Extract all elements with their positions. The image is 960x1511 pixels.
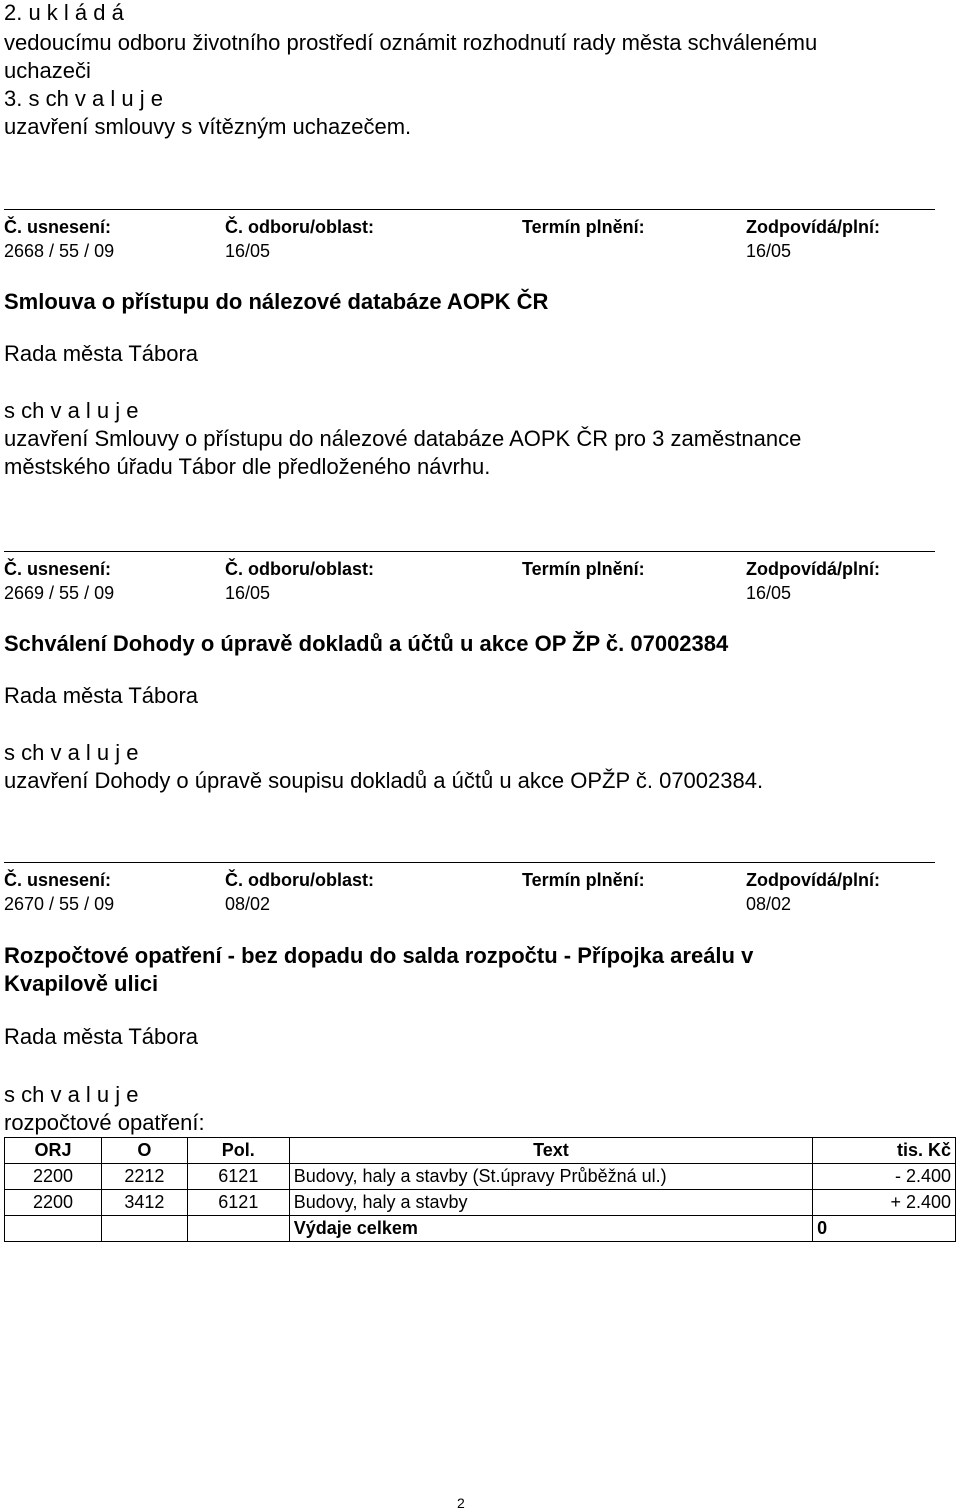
department-value: 16/05 [225,583,271,603]
header-zodpovida: Zodpovídá/plní: [746,217,880,237]
header-usneseni: Č. usnesení: [4,217,112,237]
table-row [5,1164,956,1190]
resolution-text: uzavření Smlouvy o přístupu do nálezové databáze AOPK ČR pro 3 zaměstnance [4,426,802,451]
cell-o: 3412 [101,1190,187,1216]
table-row [5,1190,956,1216]
table-header-row [5,1138,956,1164]
header-termin: Termín plnění: [522,559,645,579]
header-zodpovida: Zodpovídá/plní: [746,870,880,890]
item-3-text: uzavření smlouvy s vítězným uchazečem. [4,114,412,139]
resolution-text: rozpočtové opatření: [4,1110,205,1135]
col-header-text: Text [289,1138,812,1164]
section-title: Rozpočtové opatření - bez dopadu do salda rozpočtu - Přípojka areálu v [4,943,754,968]
header-odbor: Č. odboru/oblast: [225,559,374,579]
council-name: Rada města Tábora [4,1024,199,1049]
department-value: 08/02 [225,894,271,914]
council-name: Rada města Tábora [4,683,199,708]
resolution-number: 2669 / 55 / 09 [4,583,115,603]
cell-total-label: Výdaje celkem [289,1216,812,1242]
cell-text: Budovy, haly a stavby (St.úpravy Průběžná ul.) [289,1164,812,1190]
cell-o: 2212 [101,1164,187,1190]
resolution-verb: s ch v a l u j e [4,398,139,423]
resolution-text: městského úřadu Tábor dle předloženého návrhu. [4,454,491,479]
cell-amount: - 2.400 [813,1164,956,1190]
section-title: Schválení Dohody o úpravě dokladů a účtů u akce OP ŽP č. 07002384 [4,631,729,656]
resolution-number: 2670 / 55 / 09 [4,894,115,914]
section-divider [4,551,935,552]
resolution-verb: s ch v a l u j e [4,1082,139,1107]
col-header-amount: tis. Kč [813,1138,956,1164]
header-zodpovida: Zodpovídá/plní: [746,559,880,579]
item-2-text: vedoucímu odboru životního prostředí oznámit rozhodnutí rady města schválenému [4,30,818,55]
section-divider [4,862,935,863]
cell-o [101,1216,187,1242]
header-usneseni: Č. usnesení: [4,870,112,890]
header-termin: Termín plnění: [522,870,645,890]
cell-orj: 2200 [5,1164,102,1190]
section-title-cont: Kvapilově ulici [4,971,159,996]
section-title: Smlouva o přístupu do nálezové databáze AOPK ČR [4,289,549,314]
header-usneseni: Č. usnesení: [4,559,112,579]
resolution-number: 2668 / 55 / 09 [4,241,115,261]
col-header-pol: Pol. [187,1138,289,1164]
item-2-text-cont: uchazeči [4,58,91,83]
cell-pol: 6121 [187,1190,289,1216]
resolution-text: uzavření Dohody o úpravě soupisu dokladů a účtů u akce OPŽP č. 07002384. [4,768,764,793]
budget-table [4,1137,956,1242]
section-divider [4,209,935,210]
item-2-heading: 2. u k l á d á [4,0,124,25]
responsible-value: 16/05 [746,241,792,261]
council-name: Rada města Tábora [4,341,199,366]
page-number: 2 [457,1495,465,1511]
item-3-heading: 3. s ch v a l u j e [4,86,163,111]
cell-text: Budovy, haly a stavby [289,1190,812,1216]
responsible-value: 16/05 [746,583,792,603]
resolution-verb: s ch v a l u j e [4,740,139,765]
col-header-o: O [101,1138,187,1164]
cell-orj: 2200 [5,1190,102,1216]
department-value: 16/05 [225,241,271,261]
header-odbor: Č. odboru/oblast: [225,870,374,890]
header-odbor: Č. odboru/oblast: [225,217,374,237]
col-header-orj: ORJ [5,1138,102,1164]
cell-total-amount: 0 [813,1216,956,1242]
cell-pol [187,1216,289,1242]
responsible-value: 08/02 [746,894,792,914]
cell-pol: 6121 [187,1164,289,1190]
header-termin: Termín plnění: [522,217,645,237]
cell-amount: + 2.400 [813,1190,956,1216]
cell-orj [5,1216,102,1242]
table-total-row [5,1216,956,1242]
